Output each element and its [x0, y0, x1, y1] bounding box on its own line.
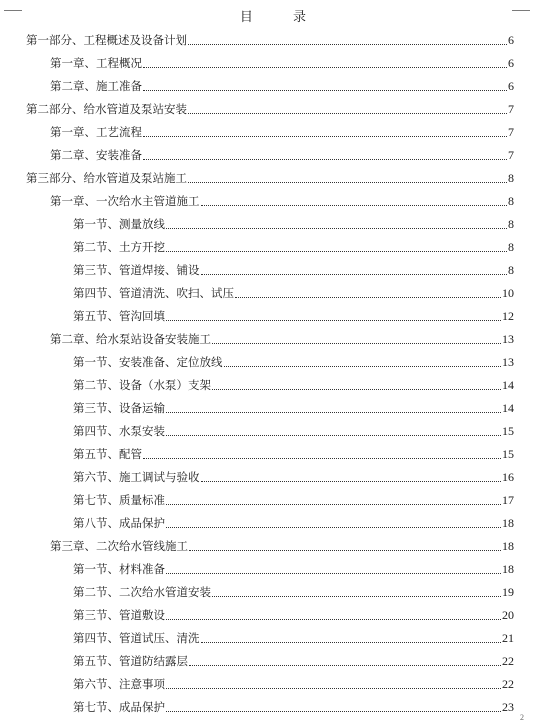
- toc-entry[interactable]: [0, 164, 552, 187]
- toc-dot-leader: [143, 458, 501, 459]
- toc-entry-text: 第四节、管道试压、清洗: [73, 631, 200, 645]
- toc-dot-leader: [166, 435, 501, 436]
- toc-entry-text: 第一章、工艺流程: [50, 125, 142, 139]
- toc-entry[interactable]: [0, 601, 552, 624]
- toc-entry[interactable]: [0, 670, 552, 693]
- toc-entry[interactable]: [0, 578, 552, 601]
- toc-entry[interactable]: [0, 95, 552, 118]
- toc-entry[interactable]: [0, 49, 552, 72]
- toc-entry[interactable]: [0, 647, 552, 670]
- toc-entry[interactable]: [0, 509, 552, 532]
- toc-entry-text: 第二章、给水泵站设备安装施工: [50, 332, 211, 346]
- toc-page-number: 7: [508, 102, 514, 116]
- toc-entry[interactable]: [0, 233, 552, 256]
- toc-entry-text: 第五节、配管: [73, 447, 142, 461]
- toc-entry[interactable]: [0, 187, 552, 210]
- toc-entry-text: 第一章、一次给水主管道施工: [50, 194, 200, 208]
- toc-title: 目 录: [239, 10, 325, 25]
- toc-dot-leader: [235, 297, 501, 298]
- toc-entry[interactable]: [0, 210, 552, 233]
- toc-dot-leader: [143, 67, 507, 68]
- toc-entry[interactable]: [0, 26, 552, 49]
- toc-page-number: 8: [508, 194, 514, 208]
- toc-list: [0, 26, 552, 716]
- toc-dot-leader: [166, 251, 507, 252]
- toc-entry-text: 第五节、管道防结露层: [73, 654, 188, 668]
- toc-entry-text: 第二章、安装准备: [50, 148, 142, 162]
- toc-page-number: 14: [502, 378, 514, 392]
- toc-dot-leader: [166, 228, 507, 229]
- toc-page-number: 18: [502, 539, 514, 553]
- toc-page-number: 7: [508, 148, 514, 162]
- toc-dot-leader: [224, 366, 502, 367]
- toc-page-number: 13: [502, 355, 514, 369]
- toc-dot-leader: [143, 136, 507, 137]
- toc-entry-text: 第二节、土方开挖: [73, 240, 165, 254]
- toc-entry[interactable]: [0, 325, 552, 348]
- toc-dot-leader: [166, 504, 501, 505]
- toc-entry-text: 第四节、管道清洗、吹扫、试压: [73, 286, 234, 300]
- toc-page-number: 10: [502, 286, 514, 300]
- toc-page-number: 22: [502, 654, 514, 668]
- toc-entry[interactable]: [0, 394, 552, 417]
- toc-dot-leader: [166, 527, 501, 528]
- toc-page-number: 8: [508, 171, 514, 185]
- toc-entry[interactable]: [0, 72, 552, 95]
- toc-entry[interactable]: [0, 532, 552, 555]
- toc-dot-leader: [143, 159, 507, 160]
- toc-dot-leader: [188, 113, 507, 114]
- toc-dot-leader: [189, 550, 501, 551]
- toc-entry-text: 第二节、二次给水管道安装: [73, 585, 211, 599]
- toc-entry-text: 第七节、质量标准: [73, 493, 165, 507]
- toc-page-number: 15: [502, 447, 514, 461]
- toc-dot-leader: [143, 90, 507, 91]
- toc-entry[interactable]: [0, 302, 552, 325]
- toc-entry-text: 第一部分、工程概述及设备计划: [26, 33, 187, 47]
- toc-entry[interactable]: [0, 486, 552, 509]
- toc-entry-text: 第一章、工程概况: [50, 56, 142, 70]
- toc-entry-text: 第四节、水泵安装: [73, 424, 165, 438]
- toc-entry-text: 第六节、施工调试与验收: [73, 470, 200, 484]
- toc-dot-leader: [212, 343, 501, 344]
- toc-entry-text: 第二部分、给水管道及泵站安装: [26, 102, 187, 116]
- toc-dot-leader: [188, 44, 507, 45]
- toc-entry[interactable]: [0, 693, 552, 716]
- toc-entry-text: 第一节、测量放线: [73, 217, 165, 231]
- toc-entry-text: 第三部分、给水管道及泵站施工: [26, 171, 187, 185]
- toc-dot-leader: [212, 389, 501, 390]
- toc-dot-leader: [166, 412, 501, 413]
- toc-dot-leader: [201, 481, 502, 482]
- toc-page-number: 23: [502, 700, 514, 714]
- toc-page-number: 7: [508, 125, 514, 139]
- toc-entry-text: 第二章、施工准备: [50, 79, 142, 93]
- toc-page-number: 6: [508, 33, 514, 47]
- toc-entry[interactable]: [0, 279, 552, 302]
- toc-entry-text: 第七节、成品保护: [73, 700, 165, 714]
- toc-page-number: 20: [502, 608, 514, 622]
- toc-entry-text: 第六节、注意事项: [73, 677, 165, 691]
- toc-dot-leader: [166, 320, 501, 321]
- toc-dot-leader: [166, 619, 501, 620]
- toc-dot-leader: [188, 182, 507, 183]
- toc-entry-text: 第三节、管道焊接、铺设: [73, 263, 200, 277]
- toc-entry[interactable]: [0, 624, 552, 647]
- toc-page-number: 22: [502, 677, 514, 691]
- toc-dot-leader: [201, 205, 508, 206]
- toc-dot-leader: [212, 596, 501, 597]
- toc-page-number: 21: [502, 631, 514, 645]
- toc-page-number: 18: [502, 562, 514, 576]
- toc-page-number: 13: [502, 332, 514, 346]
- toc-entry-text: 第一节、材料准备: [73, 562, 165, 576]
- toc-page-number: 19: [502, 585, 514, 599]
- toc-page-number: 12: [502, 309, 514, 323]
- toc-entry-text: 第二节、设备（水泵）支架: [73, 378, 211, 392]
- toc-dot-leader: [166, 573, 501, 574]
- toc-entry[interactable]: [0, 118, 552, 141]
- toc-entry[interactable]: [0, 371, 552, 394]
- toc-entry[interactable]: [0, 348, 552, 371]
- toc-entry-text: 第一节、安装准备、定位放线: [73, 355, 223, 369]
- toc-entry-text: 第八节、成品保护: [73, 516, 165, 530]
- toc-page-number: 8: [508, 217, 514, 231]
- toc-dot-leader: [166, 711, 501, 712]
- toc-page-number: 17: [502, 493, 514, 507]
- toc-entry[interactable]: [0, 256, 552, 279]
- toc-entry-text: 第三节、管道敷设: [73, 608, 165, 622]
- toc-page-number: 15: [502, 424, 514, 438]
- toc-dot-leader: [189, 665, 501, 666]
- toc-dot-leader: [201, 642, 502, 643]
- toc-page-number: 16: [502, 470, 514, 484]
- toc-entry[interactable]: [0, 463, 552, 486]
- toc-entry[interactable]: [0, 555, 552, 578]
- toc-entry[interactable]: [0, 141, 552, 164]
- toc-entry[interactable]: [0, 440, 552, 463]
- toc-page-number: 6: [508, 56, 514, 70]
- toc-page-number: 8: [508, 240, 514, 254]
- toc-page-number: 18: [502, 516, 514, 530]
- toc-dot-leader: [166, 688, 501, 689]
- toc-entry-text: 第五节、管沟回填: [73, 309, 165, 323]
- toc-entry-text: 第三章、二次给水管线施工: [50, 539, 188, 553]
- toc-dot-leader: [201, 274, 508, 275]
- toc-entry[interactable]: [0, 417, 552, 440]
- footer-mark: 2: [520, 713, 524, 722]
- toc-page-number: 14: [502, 401, 514, 415]
- toc-page-number: 8: [508, 263, 514, 277]
- toc-entry-text: 第三节、设备运输: [73, 401, 165, 415]
- toc-page-number: 6: [508, 79, 514, 93]
